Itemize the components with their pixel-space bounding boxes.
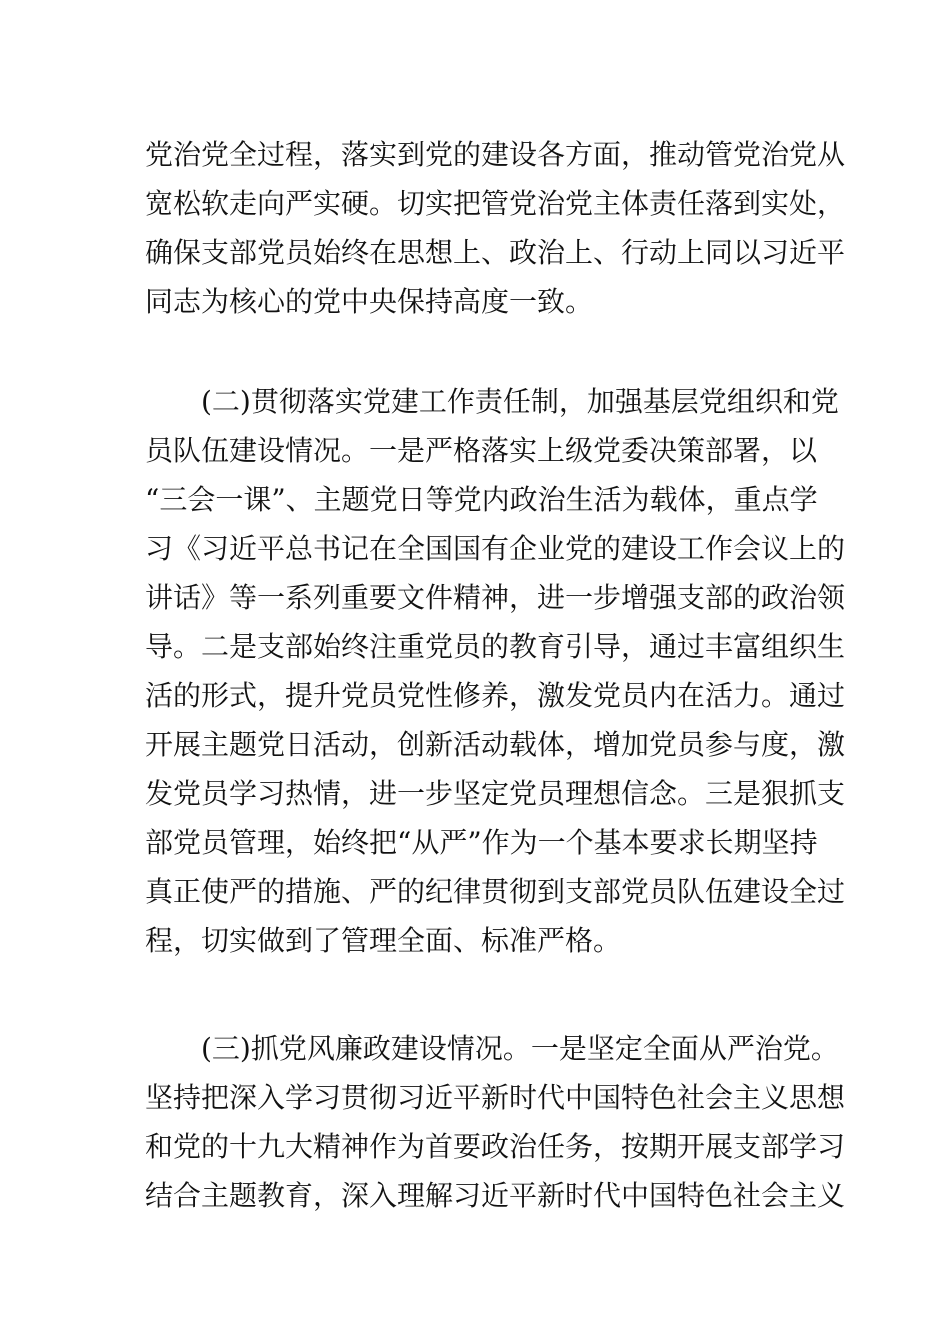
paragraph-3-line: 和党的十九大精神作为首要政治任务，按期开展支部学习: [145, 1130, 846, 1163]
paragraph-2-line: 真正使严的措施、严的纪律贯彻到支部党员队伍建设全过: [145, 875, 846, 908]
paragraph-1-line: 确保支部党员始终在思想上、政治上、行动上同以习近平: [145, 236, 846, 269]
paragraph-2-line: 讲话》等一系列重要文件精神，进一步增强支部的政治领: [145, 581, 846, 614]
paragraph-2-line: 程，切实做到了管理全面、标准严格。: [145, 924, 622, 957]
paragraph-2-line: 部党员管理，始终把“从严”作为一个基本要求长期坚持: [145, 826, 818, 859]
paragraph-1-line: 宽松软走向严实硬。切实把管党治党主体责任落到实处，: [145, 187, 846, 220]
paragraph-2-line: 活的形式，提升党员党性修养，激发党员内在活力。通过: [145, 679, 846, 712]
paragraph-1: [145, 130, 846, 326]
paragraph-2-line: 导。二是支部始终注重党员的教育引导，通过丰富组织生: [145, 630, 846, 663]
paragraph-3-line: 结合主题教育，深入理解习近平新时代中国特色社会主义: [145, 1179, 846, 1212]
paragraph-2-line: 发党员学习热情，进一步坚定党员理想信念。三是狠抓支: [145, 777, 846, 810]
paragraph-2-line: “三会一课”、主题党日等党内政治生活为载体，重点学: [145, 483, 818, 516]
paragraph-2-line: 开展主题党日活动，创新活动载体，增加党员参与度，激: [145, 728, 846, 761]
paragraph-3: [145, 1024, 846, 1220]
paragraph-3-line: 坚持把深入学习贯彻习近平新时代中国特色社会主义思想: [145, 1081, 846, 1114]
paragraph-2-line: 习《习近平总书记在全国国有企业党的建设工作会议上的: [145, 532, 846, 565]
paragraph-2-line: 员队伍建设情况。一是严格落实上级党委决策部署，以: [145, 434, 818, 467]
paragraph-3-line: (三)抓党风廉政建设情况。一是坚定全面从严治党。: [201, 1032, 839, 1065]
paragraph-2-line: (二)贯彻落实党建工作责任制，加强基层党组织和党: [201, 385, 839, 418]
paragraph-2: [145, 377, 846, 965]
paragraph-1-line: 同志为核心的党中央保持高度一致。: [145, 285, 594, 318]
paragraph-1-line: 党治党全过程，落实到党的建设各方面，推动管党治党从: [145, 138, 846, 171]
